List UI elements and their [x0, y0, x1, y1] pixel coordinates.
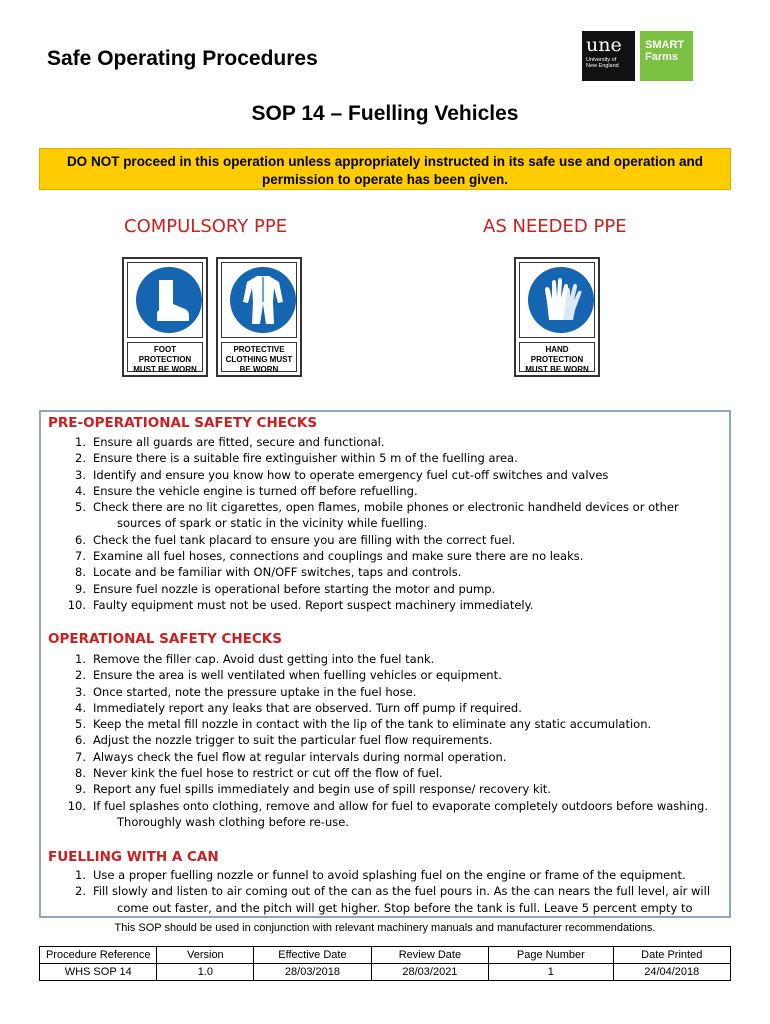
list-item-number: 2.	[75, 668, 86, 683]
une-logo-line2: New England	[586, 63, 619, 69]
table-cell: 28/03/2018	[254, 964, 371, 981]
sign-label: FOOT PROTECTION MUST BE WORN	[127, 342, 203, 372]
list-item-number: 4.	[75, 700, 86, 715]
gloves-icon	[527, 266, 595, 334]
list-item-text: Fill slowly and listen to air coming out of the can as the fuel pours in. As the can nears the full level, air will	[93, 884, 711, 899]
fuelling-can-list	[64, 867, 728, 916]
list-item	[64, 467, 728, 483]
list-item-text: Check the fuel tank placard to ensure you are filling with the correct fuel.	[93, 532, 516, 547]
list-item-number: 1.	[75, 435, 86, 449]
list-item-text: Always check the fuel flow at regular intervals during normal operation.	[93, 749, 507, 764]
list-item	[64, 434, 728, 450]
list-item-continuation: sources of spark or static in the vicinity while fuelling.	[117, 516, 428, 531]
list-item-number: 9.	[75, 581, 86, 596]
warning-text: proceed in this operation unless appropriately instructed in its safe use and operation and permission to operate has been given.	[119, 154, 704, 187]
pre-operational-list	[64, 434, 728, 613]
list-item	[64, 765, 728, 781]
table-cell: 28/03/2021	[371, 964, 488, 981]
list-item-text: Ensure the vehicle engine is turned off before refuelling.	[93, 483, 418, 498]
list-item-number: 7.	[75, 749, 86, 764]
list-item-text: Locate and be familiar with ON/OFF switches, taps and controls.	[93, 565, 462, 580]
list-item-text: Immediately report any leaks that are observed. Turn off pump if required.	[93, 700, 522, 715]
table-header-cell: Page Number	[489, 947, 613, 964]
list-item-number: 7.	[75, 549, 86, 564]
list-item-number: 1.	[75, 652, 86, 666]
list-item-text: Once started, note the pressure uptake in the fuel hose.	[93, 684, 417, 699]
list-item	[64, 700, 728, 716]
list-item-number: 5.	[75, 717, 86, 732]
list-item-number: 2.	[75, 884, 86, 899]
table-cell: WHS SOP 14	[40, 964, 157, 981]
list-item-text: Ensure fuel nozzle is operational before starting the motor and pump.	[93, 581, 496, 596]
list-item-text: Ensure the area is well ventilated when fuelling vehicles or equipment.	[93, 668, 502, 683]
une-logo-line1: University of	[586, 57, 617, 63]
list-item-number: 3.	[75, 684, 86, 699]
list-item-number: 10.	[67, 597, 86, 612]
operational-title: OPERATIONAL SAFETY CHECKS	[48, 631, 282, 647]
sign-label: HAND PROTECTION MUST BE WORN	[519, 342, 595, 372]
list-item	[64, 883, 728, 916]
list-item	[64, 798, 728, 831]
list-item-number: 2.	[75, 451, 86, 466]
list-item-text: Ensure all guards are fitted, secure and functional.	[93, 435, 385, 449]
list-item-number: 1.	[75, 868, 86, 882]
list-item	[64, 483, 728, 499]
footer-note: This SOP should be used in conjunction with relevant machinery manuals and manufacturer recommendations.	[114, 922, 656, 934]
as-needed-ppe-heading: AS NEEDED PPE	[483, 216, 627, 237]
list-item-text: Never kink the fuel hose to restrict or cut off the flow of fuel.	[93, 766, 443, 781]
protective-clothing-sign	[216, 257, 302, 377]
smart-logo-line1: SMART	[645, 39, 685, 51]
table-row	[40, 947, 731, 964]
compulsory-ppe-heading: COMPULSORY PPE	[124, 216, 288, 237]
list-item	[64, 651, 728, 667]
list-item	[64, 732, 728, 748]
table-header-cell: Version	[157, 947, 254, 964]
fuelling-can-title: FUELLING WITH A CAN	[48, 849, 219, 865]
list-item	[64, 597, 728, 613]
list-item	[64, 499, 728, 532]
list-item	[64, 581, 728, 597]
list-item-text: Use a proper fuelling nozzle or funnel to avoid splashing fuel on the engine or frame of the equipment.	[93, 868, 686, 882]
list-item-continuation: come out faster, and the pitch will get higher. Stop before the tank is full. Leave 5 percent empty to	[117, 900, 693, 915]
sign-label: PROTECTIVE CLOTHING MUST BE WORN	[221, 342, 297, 372]
list-item-text: Ensure there is a suitable fire extinguisher within 5 m of the fuelling area.	[93, 451, 518, 466]
list-item-number: 8.	[75, 766, 86, 781]
table-cell: 1	[489, 964, 613, 981]
list-item-number: 3.	[75, 467, 86, 482]
list-item-text: Examine all fuel hoses, connections and couplings and make sure there are no leaks.	[93, 549, 584, 564]
une-logo	[582, 31, 635, 81]
operational-list	[64, 651, 728, 830]
list-item	[64, 548, 728, 564]
list-item	[64, 667, 728, 683]
document-control-table	[39, 946, 731, 981]
smart-farms-logo	[640, 31, 693, 81]
list-item	[64, 450, 728, 466]
pre-operational-title: PRE-OPERATIONAL SAFETY CHECKS	[48, 415, 318, 431]
list-item-number: 5.	[75, 500, 86, 515]
list-item-text: Remove the filler cap. Avoid dust getting into the fuel tank.	[93, 652, 435, 666]
list-item	[64, 716, 728, 732]
list-item-text: Adjust the nozzle trigger to suit the particular fuel flow requirements.	[93, 733, 493, 748]
list-item	[64, 867, 728, 883]
table-cell: 24/04/2018	[613, 964, 730, 981]
foot-protection-sign	[122, 257, 208, 377]
list-item-number: 9.	[75, 782, 86, 797]
table-header-cell: Procedure Reference	[40, 947, 157, 964]
list-item-number: 6.	[75, 733, 86, 748]
sop-title: SOP 14 – Fuelling Vehicles	[251, 102, 519, 125]
boot-icon	[135, 266, 203, 334]
table-header-cell: Review Date	[371, 947, 488, 964]
list-item-text: Keep the metal fill nozzle in contact with the lip of the tank to eliminate any static accumulation.	[93, 717, 652, 732]
list-item-text: Check there are no lit cigarettes, open flames, mobile phones or electronic handheld devices or other	[93, 500, 679, 515]
warning-bold: DO NOT	[66, 154, 120, 169]
list-item-number: 10.	[67, 798, 86, 813]
smart-logo-line2: Farms	[645, 51, 679, 63]
list-item-number: 8.	[75, 565, 86, 580]
table-header-cell: Date Printed	[613, 947, 730, 964]
page-title: Safe Operating Procedures	[47, 47, 318, 70]
warning-banner	[39, 148, 731, 190]
table-header-cell: Effective Date	[254, 947, 371, 964]
list-item	[64, 564, 728, 580]
list-item	[64, 532, 728, 548]
table-cell: 1.0	[157, 964, 254, 981]
list-item-number: 6.	[75, 532, 86, 547]
list-item	[64, 749, 728, 765]
une-logo-mark: une	[586, 34, 622, 56]
coverall-icon	[229, 266, 297, 334]
list-item-text: Report any fuel spills immediately and begin use of spill response/ recovery kit.	[93, 782, 551, 797]
table-row	[40, 964, 731, 981]
hand-protection-sign	[514, 257, 600, 377]
list-item-text: If fuel splashes onto clothing, remove and allow for fuel to evaporate completely outdoors before washing.	[93, 798, 709, 813]
list-item-text: Identify and ensure you know how to operate emergency fuel cut-off switches and valves	[93, 467, 609, 482]
list-item-number: 4.	[75, 483, 86, 498]
list-item-continuation: Thoroughly wash clothing before re-use.	[117, 814, 349, 829]
list-item-text: Faulty equipment must not be used. Report suspect machinery immediately.	[93, 597, 534, 612]
list-item	[64, 781, 728, 797]
list-item	[64, 684, 728, 700]
